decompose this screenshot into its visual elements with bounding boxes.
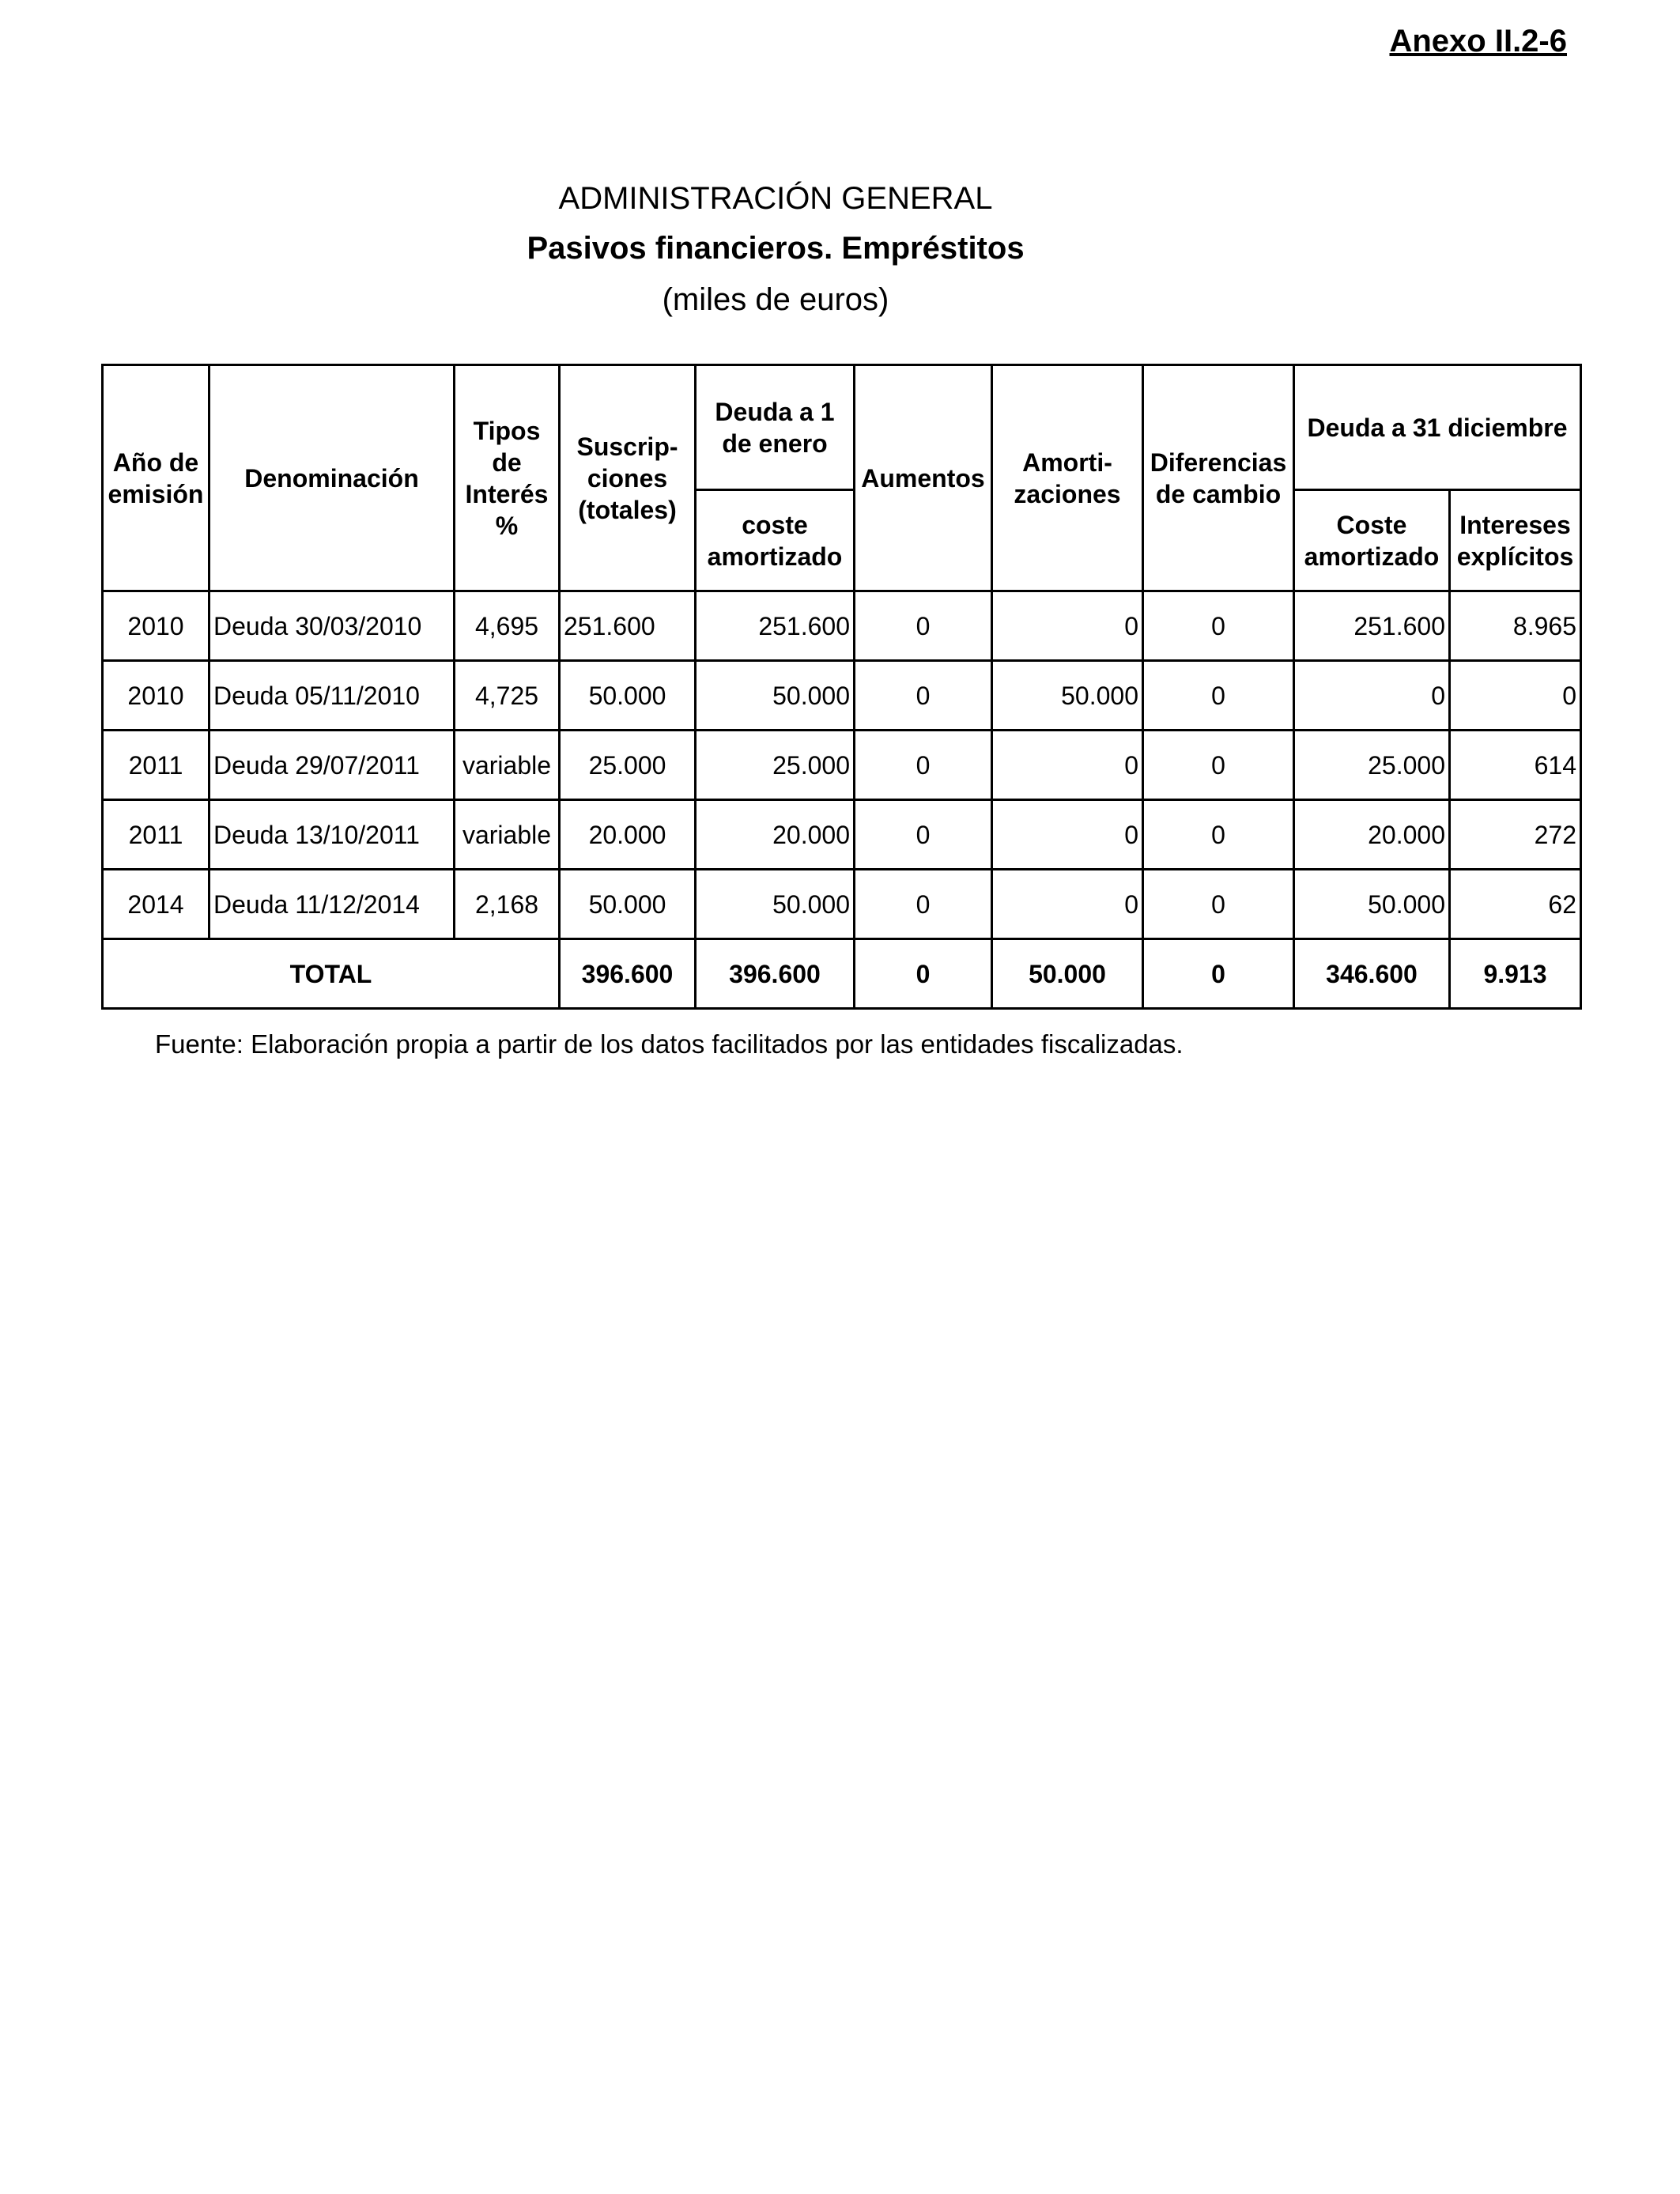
cell-fx: 0 bbox=[1143, 661, 1294, 731]
header-increases: Aumentos bbox=[855, 365, 992, 591]
cell-rate: 2,168 bbox=[455, 870, 560, 939]
total-subs: 396.600 bbox=[560, 939, 696, 1009]
cell-year: 2010 bbox=[103, 661, 210, 731]
cell-rate: 4,725 bbox=[455, 661, 560, 731]
cell-rate: variable bbox=[455, 800, 560, 870]
cell-fx: 0 bbox=[1143, 870, 1294, 939]
borrowings-table bbox=[101, 364, 1582, 1010]
cell-inc: 0 bbox=[855, 800, 992, 870]
header-debt-dec-cost: Coste amortizado bbox=[1294, 490, 1450, 591]
cell-rate: variable bbox=[455, 731, 560, 800]
cell-name: Deuda 30/03/2010 bbox=[210, 591, 455, 661]
total-fx: 0 bbox=[1143, 939, 1294, 1009]
table-row bbox=[103, 800, 1581, 870]
total-jan: 396.600 bbox=[696, 939, 855, 1009]
cell-subs: 50.000 bbox=[560, 661, 696, 731]
table-row bbox=[103, 661, 1581, 731]
header-debt-jan: Deuda a 1 de enero bbox=[696, 365, 855, 490]
cell-interest: 614 bbox=[1450, 731, 1581, 800]
source-note: Fuente: Elaboración propia a partir de los datos facilitados por las entidades fiscalizadas. bbox=[155, 1029, 1184, 1059]
header-name: Denominación bbox=[210, 365, 455, 591]
cell-year: 2010 bbox=[103, 591, 210, 661]
header-debt-dec-interest: Intereses explícitos bbox=[1450, 490, 1581, 591]
cell-fx: 0 bbox=[1143, 591, 1294, 661]
cell-cost: 20.000 bbox=[1294, 800, 1450, 870]
title-block bbox=[0, 176, 1551, 324]
cell-jan: 251.600 bbox=[696, 591, 855, 661]
cell-jan: 50.000 bbox=[696, 870, 855, 939]
total-amort: 50.000 bbox=[992, 939, 1143, 1009]
cell-interest: 62 bbox=[1450, 870, 1581, 939]
total-label: TOTAL bbox=[103, 939, 560, 1009]
cell-jan: 50.000 bbox=[696, 661, 855, 731]
cell-inc: 0 bbox=[855, 870, 992, 939]
cell-interest: 0 bbox=[1450, 661, 1581, 731]
cell-jan: 20.000 bbox=[696, 800, 855, 870]
cell-amort: 0 bbox=[992, 731, 1143, 800]
page-subtitle: Pasivos financieros. Empréstitos bbox=[527, 231, 1025, 266]
cell-amort: 0 bbox=[992, 870, 1143, 939]
cell-inc: 0 bbox=[855, 661, 992, 731]
cell-cost: 50.000 bbox=[1294, 870, 1450, 939]
cell-name: Deuda 29/07/2011 bbox=[210, 731, 455, 800]
cell-fx: 0 bbox=[1143, 800, 1294, 870]
cell-amort: 50.000 bbox=[992, 661, 1143, 731]
cell-interest: 272 bbox=[1450, 800, 1581, 870]
total-inc: 0 bbox=[855, 939, 992, 1009]
annex-label: Anexo II.2-6 bbox=[1389, 24, 1567, 59]
cell-name: Deuda 11/12/2014 bbox=[210, 870, 455, 939]
cell-subs: 20.000 bbox=[560, 800, 696, 870]
cell-subs: 50.000 bbox=[560, 870, 696, 939]
cell-cost: 251.600 bbox=[1294, 591, 1450, 661]
cell-subs: 25.000 bbox=[560, 731, 696, 800]
header-debt-dec: Deuda a 31 diciembre bbox=[1294, 365, 1581, 490]
header-subscriptions: Suscrip-ciones (totales) bbox=[560, 365, 696, 591]
header-year: Año de emisión bbox=[103, 365, 210, 591]
header-rate: Tipos de Interés % bbox=[455, 365, 560, 591]
cell-subs: 251.600 bbox=[560, 591, 696, 661]
cell-fx: 0 bbox=[1143, 731, 1294, 800]
cell-cost: 0 bbox=[1294, 661, 1450, 731]
cell-name: Deuda 13/10/2011 bbox=[210, 800, 455, 870]
cell-year: 2011 bbox=[103, 731, 210, 800]
cell-jan: 25.000 bbox=[696, 731, 855, 800]
cell-interest: 8.965 bbox=[1450, 591, 1581, 661]
units-note: (miles de euros) bbox=[662, 282, 889, 317]
cell-cost: 25.000 bbox=[1294, 731, 1450, 800]
cell-amort: 0 bbox=[992, 591, 1143, 661]
cell-inc: 0 bbox=[855, 731, 992, 800]
table-row bbox=[103, 591, 1581, 661]
table-row bbox=[103, 870, 1581, 939]
header-amortizations: Amorti-zaciones bbox=[992, 365, 1143, 591]
cell-year: 2014 bbox=[103, 870, 210, 939]
page-title: ADMINISTRACIÓN GENERAL bbox=[558, 181, 993, 216]
total-interest: 9.913 bbox=[1450, 939, 1581, 1009]
total-cost: 346.600 bbox=[1294, 939, 1450, 1009]
table-row bbox=[103, 731, 1581, 800]
cell-inc: 0 bbox=[855, 591, 992, 661]
total-row bbox=[103, 939, 1581, 1009]
cell-name: Deuda 05/11/2010 bbox=[210, 661, 455, 731]
cell-year: 2011 bbox=[103, 800, 210, 870]
cell-amort: 0 bbox=[992, 800, 1143, 870]
header-debt-jan-sub: coste amortizado bbox=[696, 490, 855, 591]
cell-rate: 4,695 bbox=[455, 591, 560, 661]
header-fx: Diferencias de cambio bbox=[1143, 365, 1294, 591]
